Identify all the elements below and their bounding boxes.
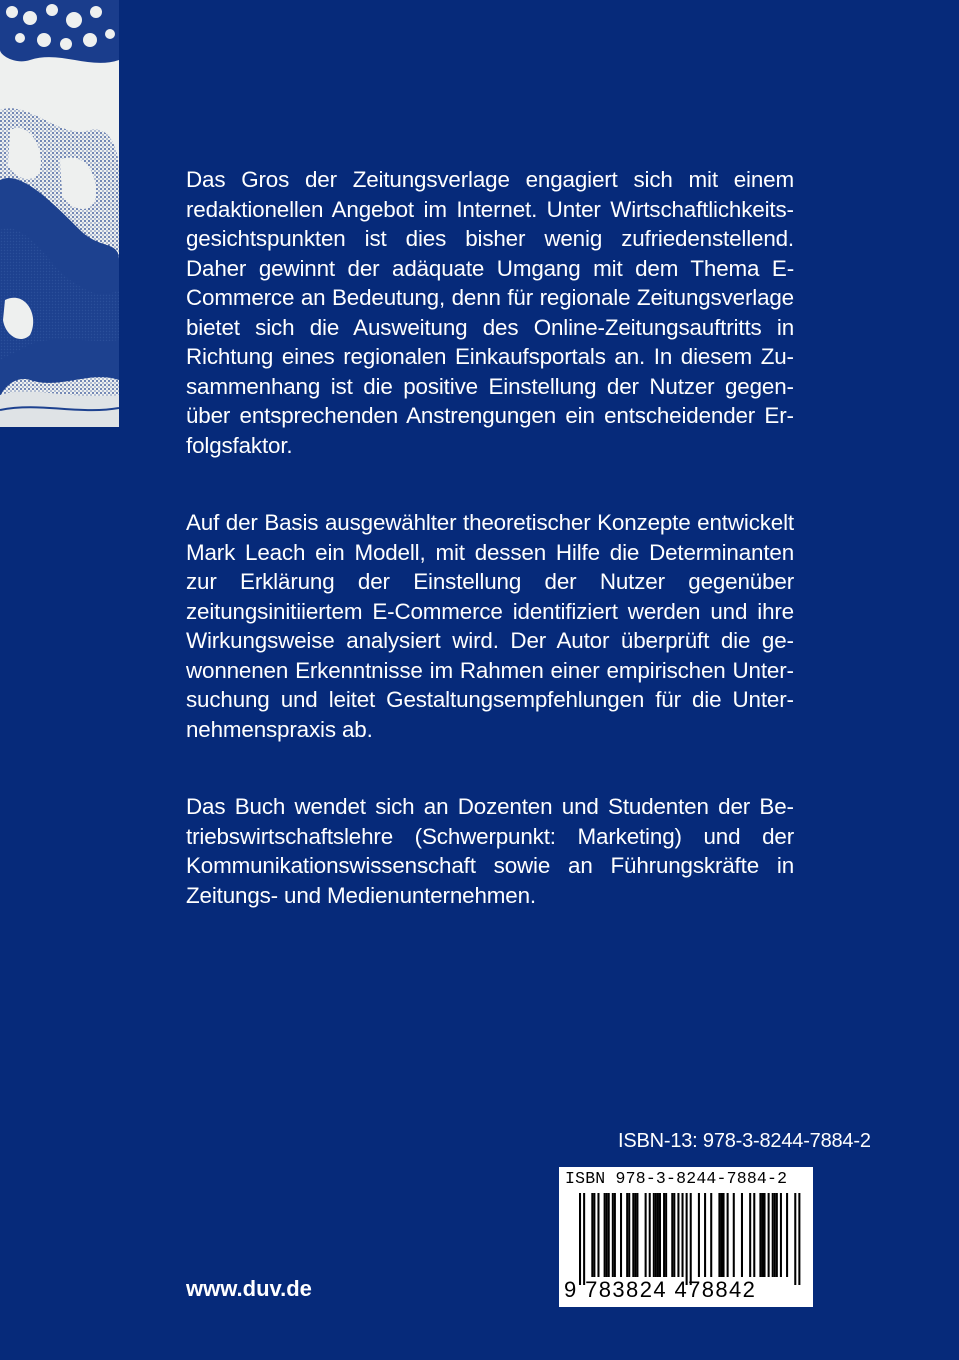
barcode-bar — [786, 1193, 788, 1277]
barcode-bar — [663, 1193, 665, 1277]
blurb-text — [186, 165, 794, 958]
barcode-bar — [749, 1193, 751, 1277]
barcode-bar — [772, 1193, 774, 1277]
barcode-bar — [686, 1193, 688, 1285]
barcode-bar — [634, 1193, 636, 1277]
barcode-bar — [659, 1193, 661, 1277]
publisher-website: www.duv.de — [186, 1276, 312, 1301]
barcode-bar — [764, 1193, 766, 1277]
barcode-bar — [636, 1193, 638, 1277]
blurb-paragraph-2: Auf der Basis ausgewählter theoretischer Konzepte entwickelt Mark Leach ein Modell, mit dessen Hilfe die Determinanten zur Erklärung der Einstellung der Nutzer gegenüber zeitungsinitiiertem E-Commerce identifiziert werden und ihre Wirkungsweise analysiert wird. Der Autor überprüft die gewonnenen Erkenntnisse im Rahmen einer empirischen Untersuchung und leitet Gestaltungsempfehlungen für die Unternehmenspraxis ab. — [186, 510, 794, 742]
barcode-bar — [579, 1193, 581, 1285]
blurb-paragraph-3: Das Buch wendet sich an Dozenten und Studenten der Betriebswirtschaftslehre (Schwerpunkt: Marketing) und der Kommunikationswissenschaft sowie an Führungskräfte in Zeitungs- und Medienunternehmen. — [186, 794, 794, 908]
barcode-digits: 9 783824 478842 — [564, 1277, 757, 1302]
barcode-bar — [608, 1193, 610, 1277]
barcode-bar — [794, 1193, 796, 1285]
barcode-bar — [710, 1193, 712, 1277]
barcode-bar — [720, 1193, 722, 1277]
barcode-bar — [682, 1193, 684, 1277]
isbn-label: ISBN-13: 978-3-8244-7884-2 — [618, 1130, 871, 1152]
barcode-bar — [698, 1193, 700, 1277]
barcode-bar — [657, 1193, 659, 1277]
barcode-bar — [774, 1193, 776, 1277]
barcode-bar — [673, 1193, 675, 1277]
barcode-bar — [761, 1193, 763, 1277]
barcode-bar — [727, 1193, 729, 1277]
barcode-bar — [655, 1193, 657, 1277]
barcode-bar — [583, 1193, 585, 1285]
barcode-bar — [665, 1193, 667, 1277]
barcode-bar — [612, 1193, 614, 1277]
barcode-bar — [759, 1193, 761, 1277]
barcode-bar — [591, 1193, 593, 1277]
barcode-bar — [733, 1193, 735, 1277]
barcode-bar — [653, 1193, 655, 1277]
barcode-bar — [690, 1193, 692, 1285]
barcode-bar — [626, 1193, 628, 1277]
barcode-bar — [628, 1193, 630, 1277]
barcode-bar — [632, 1193, 634, 1277]
blurb-paragraph-1: Das Gros der Zeitungsverlage engagiert sich mit einem redaktionellen Angebot im Internet. Unter Wirtschaftlichkeitsgesichtspunkten ist dies bisher wenig zufriedenstellend. Daher gewinnt der adäquate Umgang mit dem Thema E-Commerce an Bedeutung, denn für regionale Zeitungsverlage bietet sich die Ausweitung des Online-Zeitungsauftritts in Richtung eines regionalen Einkaufsportals an. In diesem Zusammenhang ist die positive Einstellung der Nutzer gegenüber entsprechenden Anstrengungen ein entscheidender Erfolgsfaktor. — [186, 167, 794, 458]
barcode-bar — [671, 1193, 673, 1277]
barcode-bar — [704, 1193, 706, 1277]
globe-icon — [0, 0, 119, 427]
barcode-bar — [798, 1193, 800, 1285]
barcode-bar — [614, 1193, 616, 1277]
barcode-isbn-text: ISBN 978-3-8244-7884-2 — [565, 1169, 788, 1188]
barcode-bar — [677, 1193, 679, 1277]
barcode-bar — [723, 1193, 725, 1277]
barcode-bar — [593, 1193, 595, 1277]
barcode-bar — [604, 1193, 606, 1277]
barcode-bar — [718, 1193, 720, 1277]
barcode-bar — [649, 1193, 651, 1277]
barcode-bar — [741, 1193, 743, 1277]
barcode-bar — [780, 1193, 782, 1277]
barcode-bar — [768, 1193, 770, 1277]
barcode-bar — [776, 1193, 778, 1277]
barcode — [559, 1167, 813, 1307]
barcode-bar — [606, 1193, 608, 1277]
barcode-bar — [645, 1193, 647, 1277]
barcode-bar — [597, 1193, 599, 1277]
barcode-bar — [753, 1193, 755, 1277]
barcode-bar — [620, 1193, 622, 1277]
globe-illustration — [0, 0, 119, 427]
